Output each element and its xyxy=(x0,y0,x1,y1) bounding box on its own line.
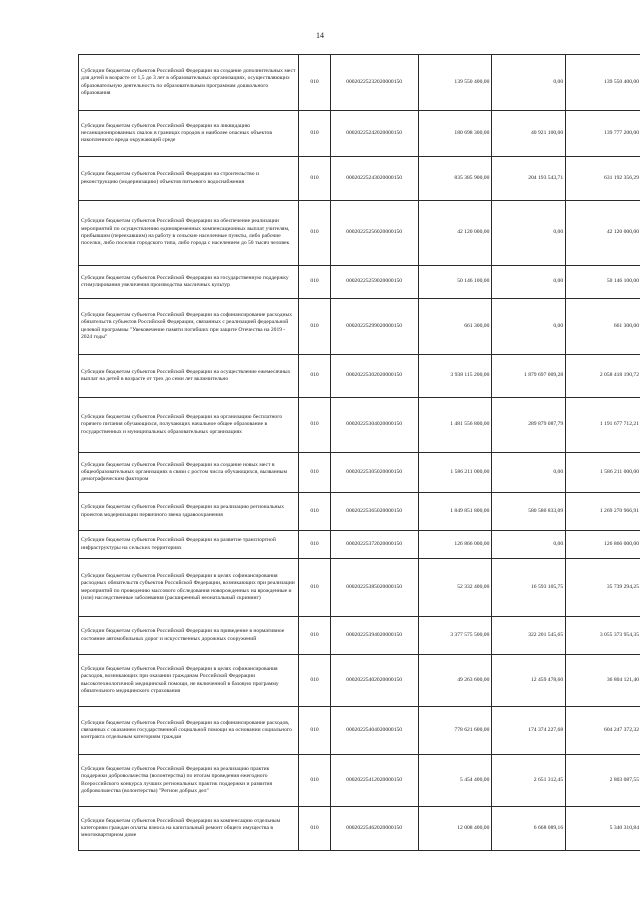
table-row xyxy=(79,201,640,266)
row-remaining: 126 866 000,00 xyxy=(566,531,640,559)
row-executed: 174 374 227,68 xyxy=(492,707,566,755)
table-row xyxy=(79,707,640,755)
row-code: 010 xyxy=(299,157,330,201)
row-approved: 5 454 400,00 xyxy=(418,755,492,807)
row-code: 010 xyxy=(299,655,330,707)
row-remaining: 1 269 270 966,91 xyxy=(566,493,640,531)
row-remaining: 2 803 087,55 xyxy=(566,755,640,807)
row-approved: 42 120 000,00 xyxy=(418,201,492,266)
row-classifier: 00020225305020000150 xyxy=(330,453,418,493)
row-executed: 2 651 312,45 xyxy=(492,755,566,807)
table-row xyxy=(79,559,640,617)
row-description: Субсидии бюджетам субъектов Российской Федерации на развитие транспортной инфраструктуры на сельских территориях xyxy=(79,531,299,559)
row-classifier: 00020225372020000150 xyxy=(330,531,418,559)
row-code: 010 xyxy=(299,707,330,755)
row-executed: 0,00 xyxy=(492,531,566,559)
table-row xyxy=(79,266,640,299)
row-remaining: 139 550 400,00 xyxy=(566,55,640,111)
row-description: Субсидии бюджетам субъектов Российской Федерации на создание новых мест в общеобразовательных организациях в связи с ростом числа обучающихся, вызванным демографическим фактором xyxy=(79,453,299,493)
row-code: 010 xyxy=(299,453,330,493)
row-description: Субсидии бюджетам субъектов Российской Федерации в целях софинансирования расходов, возникающих при оказании гражданам Российской Федерации высокотехнологичной медицинской помощи, не включенной в базовую программу обязательного медицинского страхования xyxy=(79,655,299,707)
row-description: Субсидии бюджетам субъектов Российской Федерации на ликвидацию несанкционированных свалок в границах городов и наиболее опасных объектов накопленного вреда окружающей среде xyxy=(79,111,299,157)
row-code: 010 xyxy=(299,807,330,851)
row-remaining: 5 340 310,84 xyxy=(566,807,640,851)
row-classifier: 00020225385020000150 xyxy=(330,559,418,617)
row-remaining: 631 192 356,29 xyxy=(566,157,640,201)
row-executed: 0,00 xyxy=(492,55,566,111)
row-approved: 12 008 400,00 xyxy=(418,807,492,851)
row-executed: 289 879 087,79 xyxy=(492,398,566,453)
row-classifier: 00020225304020000150 xyxy=(330,398,418,453)
row-description: Субсидии бюджетам субъектов Российской Федерации на приведение в нормативное состояние автомобильных дорог и искусственных дорожных сооружений xyxy=(79,617,299,655)
row-remaining: 42 120 000,00 xyxy=(566,201,640,266)
row-classifier: 00020225243020000150 xyxy=(330,157,418,201)
row-classifier: 00020225365020000150 xyxy=(330,493,418,531)
row-code: 010 xyxy=(299,398,330,453)
row-description: Субсидии бюджетам субъектов Российской Федерации на осуществление ежемесячных выплат на детей в возрасте от трех до семи лет включительно xyxy=(79,355,299,398)
table-row xyxy=(79,398,640,453)
row-code: 010 xyxy=(299,531,330,559)
row-description: Субсидии бюджетам субъектов Российской Федерации на строительство и реконструкцию (модернизацию) объектов питьевого водоснабжения xyxy=(79,157,299,201)
row-executed: 16 593 105,75 xyxy=(492,559,566,617)
row-approved: 49 263 600,00 xyxy=(418,655,492,707)
row-approved: 50 146 100,00 xyxy=(418,266,492,299)
row-executed: 12 459 478,60 xyxy=(492,655,566,707)
row-executed: 1 879 697 009,28 xyxy=(492,355,566,398)
row-classifier: 00020225256020000150 xyxy=(330,201,418,266)
table-row xyxy=(79,453,640,493)
row-approved: 661 300,00 xyxy=(418,299,492,355)
row-approved: 126 866 000,00 xyxy=(418,531,492,559)
table-row xyxy=(79,299,640,355)
row-approved: 3 938 115 200,00 xyxy=(418,355,492,398)
row-code: 010 xyxy=(299,493,330,531)
row-classifier: 00020225302020000150 xyxy=(330,355,418,398)
table-row xyxy=(79,55,640,111)
row-approved: 1 586 211 000,00 xyxy=(418,453,492,493)
row-description: Субсидии бюджетам субъектов Российской Федерации на обеспечение реализации мероприятий по осуществлению единовременных компенсационных выплат учителям, прибывшим (переехавшим) на работу в сельские населенные пункты, либо рабочие поселки, либо поселки городского типа, либо города с населением до 50 тысяч человек xyxy=(79,201,299,266)
row-code: 010 xyxy=(299,755,330,807)
subsidy-table xyxy=(78,54,640,851)
row-classifier: 00020225232020000150 xyxy=(330,55,418,111)
row-classifier: 00020225259020000150 xyxy=(330,266,418,299)
page-number: 14 xyxy=(316,31,324,40)
row-code: 010 xyxy=(299,559,330,617)
table-row xyxy=(79,531,640,559)
row-description: Субсидии бюджетам субъектов Российской Федерации на софинансирование расходных обязательств субъектов Российской Федерации, связанных с реализацией федеральной целевой программы "Увековечение памяти погибших при защите Отечества на 2019 - 2024 годы" xyxy=(79,299,299,355)
table-row xyxy=(79,755,640,807)
row-remaining: 661 300,00 xyxy=(566,299,640,355)
row-remaining: 2 058 418 190,72 xyxy=(566,355,640,398)
row-description: Субсидии бюджетам субъектов Российской Федерации на создание дополнительных мест для детей в возрасте от 1,5 до 3 лет в образовательных организациях, осуществляющих образовательную деятельность по образовательным программам дошкольного образования xyxy=(79,55,299,111)
row-description: Субсидии бюджетам субъектов Российской Федерации на организацию бесплатного горячего питания обучающихся, получающих начальное общее образование в государственных и муниципальных образовательных организациях xyxy=(79,398,299,453)
row-approved: 52 332 400,00 xyxy=(418,559,492,617)
row-remaining: 3 055 373 954,35 xyxy=(566,617,640,655)
row-code: 010 xyxy=(299,617,330,655)
row-remaining: 604 247 372,32 xyxy=(566,707,640,755)
table-row xyxy=(79,157,640,201)
row-executed: 0,00 xyxy=(492,201,566,266)
row-approved: 835 385 900,00 xyxy=(418,157,492,201)
row-classifier: 00020225299020000150 xyxy=(330,299,418,355)
row-executed: 0,00 xyxy=(492,266,566,299)
table-row xyxy=(79,355,640,398)
row-remaining: 1 586 211 000,00 xyxy=(566,453,640,493)
row-description: Субсидии бюджетам субъектов Российской Федерации на реализацию региональных проектов модернизации первичного звена здравоохранения xyxy=(79,493,299,531)
row-classifier: 00020225462020000150 xyxy=(330,807,418,851)
row-description: Субсидии бюджетам субъектов Российской Федерации в целях софинансирования расходных обязательств субъектов Российской Федерации, возникающих при реализации мероприятий по проведению массового обследования новорожденных на врожденные и (или) наследственные заболевания (расширенный неонатальный скрининг) xyxy=(79,559,299,617)
row-description: Субсидии бюджетам субъектов Российской Федерации на компенсацию отдельным категориям граждан оплаты взноса на капитальный ремонт общего имущества в многоквартирном доме xyxy=(79,807,299,851)
row-remaining: 36 804 121,40 xyxy=(566,655,640,707)
row-classifier: 00020225402020000150 xyxy=(330,655,418,707)
row-approved: 139 550 400,00 xyxy=(418,55,492,111)
table-row xyxy=(79,655,640,707)
row-approved: 778 621 600,00 xyxy=(418,707,492,755)
row-approved: 1 481 556 800,00 xyxy=(418,398,492,453)
row-executed: 580 580 833,09 xyxy=(492,493,566,531)
row-remaining: 139 777 200,00 xyxy=(566,111,640,157)
row-executed: 40 921 100,00 xyxy=(492,111,566,157)
table-row xyxy=(79,111,640,157)
row-executed: 0,00 xyxy=(492,299,566,355)
row-executed: 6 668 089,16 xyxy=(492,807,566,851)
row-classifier: 00020225412020000150 xyxy=(330,755,418,807)
row-remaining: 35 739 294,25 xyxy=(566,559,640,617)
table-row xyxy=(79,807,640,851)
row-approved: 3 377 575 500,00 xyxy=(418,617,492,655)
row-approved: 180 698 300,00 xyxy=(418,111,492,157)
row-description: Субсидии бюджетам субъектов Российской Федерации на реализацию практик поддержки добровольчества (волонтерства) по итогам проведения ежегодного Всероссийского конкурса лучших региональных практик поддержки и развития добровольчества (волонтерства) "Регион добрых дел" xyxy=(79,755,299,807)
row-executed: 0,00 xyxy=(492,453,566,493)
table-row xyxy=(79,617,640,655)
row-code: 010 xyxy=(299,111,330,157)
row-classifier: 00020225404020000150 xyxy=(330,707,418,755)
row-remaining: 50 146 100,00 xyxy=(566,266,640,299)
row-code: 010 xyxy=(299,355,330,398)
row-executed: 204 193 543,71 xyxy=(492,157,566,201)
row-description: Субсидии бюджетам субъектов Российской Федерации на государственную поддержку стимулирования увеличения производства масличных культур xyxy=(79,266,299,299)
row-classifier: 00020225394020000150 xyxy=(330,617,418,655)
row-executed: 322 201 545,65 xyxy=(492,617,566,655)
row-description: Субсидии бюджетам субъектов Российской Федерации на софинансирование расходов, связанных с оказанием государственной социальной помощи на основании социального контракта отдельным категориям граждан xyxy=(79,707,299,755)
row-remaining: 1 191 677 712,21 xyxy=(566,398,640,453)
row-code: 010 xyxy=(299,299,330,355)
row-code: 010 xyxy=(299,201,330,266)
row-code: 010 xyxy=(299,266,330,299)
table-row xyxy=(79,493,640,531)
row-approved: 1 849 851 800,00 xyxy=(418,493,492,531)
row-code: 010 xyxy=(299,55,330,111)
row-classifier: 00020225242020000150 xyxy=(330,111,418,157)
